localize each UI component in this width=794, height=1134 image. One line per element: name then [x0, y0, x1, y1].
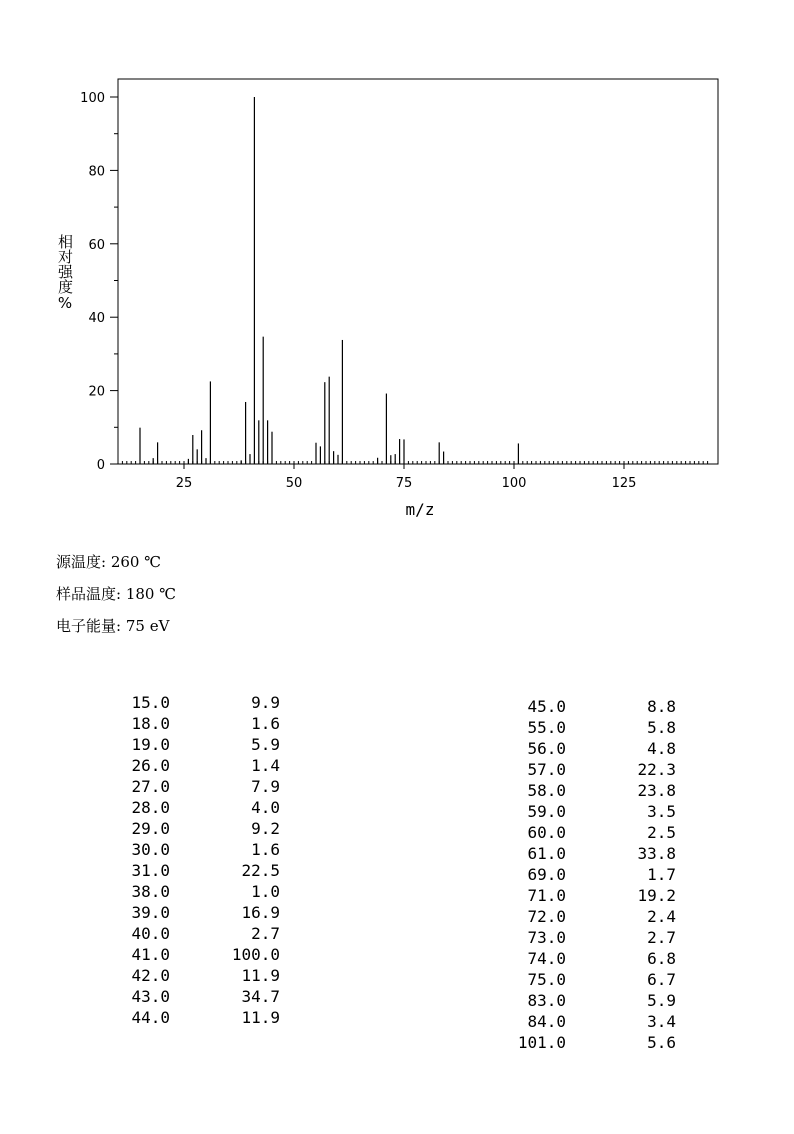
abundance-cell: 3.5	[647, 802, 676, 821]
table-row	[100, 734, 280, 755]
abundance-cell: 1.6	[251, 840, 280, 859]
abundance-cell: 23.8	[637, 781, 676, 800]
y-axis-label: 相对强度%	[56, 234, 74, 312]
mz-cell: 72.0	[527, 907, 566, 926]
table-row	[490, 780, 676, 801]
table-row	[100, 923, 280, 944]
table-row	[100, 755, 280, 776]
mz-cell: 56.0	[527, 739, 566, 758]
y-tick-label: 60	[88, 237, 105, 253]
mz-cell: 44.0	[131, 1008, 170, 1027]
mz-cell: 71.0	[527, 886, 566, 905]
mz-cell: 31.0	[131, 861, 170, 880]
abundance-cell: 1.0	[251, 882, 280, 901]
mz-cell: 41.0	[131, 945, 170, 964]
abundance-cell: 9.2	[251, 819, 280, 838]
mz-cell: 19.0	[131, 735, 170, 754]
mz-cell: 84.0	[527, 1012, 566, 1031]
y-tick-label: 20	[88, 384, 105, 400]
condition-row	[56, 582, 176, 614]
table-row	[100, 965, 280, 986]
condition-label: 源温度:	[56, 553, 107, 571]
condition-value: 180 ℃	[125, 585, 177, 603]
abundance-cell: 1.6	[251, 714, 280, 733]
abundance-cell: 22.5	[241, 861, 280, 880]
abundance-cell: 11.9	[241, 1008, 280, 1027]
mz-cell: 27.0	[131, 777, 170, 796]
x-tick-label: 75	[395, 476, 413, 491]
y-tick-label: 80	[88, 164, 105, 180]
mz-cell: 39.0	[131, 903, 170, 922]
mass-spectrum-chart	[0, 0, 794, 540]
table-row	[490, 927, 676, 948]
abundance-cell: 19.2	[637, 886, 676, 905]
mz-cell: 57.0	[527, 760, 566, 779]
abundance-cell: 16.9	[241, 903, 280, 922]
abundance-cell: 22.3	[637, 760, 676, 779]
mz-cell: 15.0	[131, 693, 170, 712]
mz-cell: 30.0	[131, 840, 170, 859]
table-row	[490, 822, 676, 843]
peak-table-left	[100, 692, 280, 1028]
x-axis-label: m/z	[405, 500, 435, 519]
x-tick-label: 125	[611, 476, 637, 491]
table-row	[100, 776, 280, 797]
mz-cell: 69.0	[527, 865, 566, 884]
table-row	[490, 990, 676, 1011]
abundance-cell: 3.4	[647, 1012, 676, 1031]
table-row	[100, 1007, 280, 1028]
mz-cell: 61.0	[527, 844, 566, 863]
condition-value: 75 eV	[125, 617, 170, 635]
table-row	[490, 1011, 676, 1032]
table-row	[490, 759, 676, 780]
abundance-cell: 2.7	[251, 924, 280, 943]
chart-svg	[0, 0, 794, 540]
mz-cell: 58.0	[527, 781, 566, 800]
mz-cell: 29.0	[131, 819, 170, 838]
table-row	[490, 1032, 676, 1053]
abundance-cell: 6.7	[647, 970, 676, 989]
table-row	[490, 969, 676, 990]
y-tick-label: 100	[80, 91, 105, 106]
table-row	[490, 738, 676, 759]
mz-cell: 60.0	[527, 823, 566, 842]
x-tick-label: 25	[175, 476, 193, 491]
abundance-cell: 11.9	[241, 966, 280, 985]
conditions-block	[56, 550, 176, 646]
condition-label: 样品温度:	[56, 585, 122, 603]
table-row	[490, 717, 676, 738]
mz-cell: 101.0	[517, 1033, 566, 1052]
abundance-cell: 5.6	[647, 1033, 676, 1052]
table-row	[100, 818, 280, 839]
abundance-cell: 7.9	[251, 777, 280, 796]
table-row	[490, 801, 676, 822]
mz-cell: 42.0	[131, 966, 170, 985]
abundance-cell: 2.5	[647, 823, 676, 842]
x-tick-label: 50	[285, 476, 303, 491]
abundance-cell: 2.7	[647, 928, 676, 947]
mz-cell: 75.0	[527, 970, 566, 989]
mz-cell: 40.0	[131, 924, 170, 943]
table-row	[100, 860, 280, 881]
mz-cell: 73.0	[527, 928, 566, 947]
abundance-cell: 1.7	[647, 865, 676, 884]
condition-row	[56, 614, 176, 646]
abundance-cell: 4.8	[647, 739, 676, 758]
table-row	[490, 696, 676, 717]
table-row	[100, 944, 280, 965]
abundance-cell: 100.0	[231, 945, 280, 964]
y-tick-label: 0	[96, 458, 105, 473]
abundance-cell: 5.8	[647, 718, 676, 737]
abundance-cell: 5.9	[251, 735, 280, 754]
plot-frame	[118, 79, 718, 464]
peak-table-right	[490, 696, 676, 1053]
condition-row	[56, 550, 176, 582]
mz-cell: 74.0	[527, 949, 566, 968]
abundance-cell: 2.4	[647, 907, 676, 926]
mz-cell: 26.0	[131, 756, 170, 775]
mz-cell: 38.0	[131, 882, 170, 901]
mz-cell: 28.0	[131, 798, 170, 817]
mz-cell: 55.0	[527, 718, 566, 737]
abundance-cell: 8.8	[647, 697, 676, 716]
abundance-cell: 4.0	[251, 798, 280, 817]
table-row	[490, 948, 676, 969]
mz-cell: 83.0	[527, 991, 566, 1010]
x-tick-label: 100	[501, 476, 527, 491]
table-row	[100, 839, 280, 860]
mz-cell: 45.0	[527, 697, 566, 716]
mz-cell: 59.0	[527, 802, 566, 821]
table-row	[100, 713, 280, 734]
abundance-cell: 5.9	[647, 991, 676, 1010]
abundance-cell: 1.4	[251, 756, 280, 775]
table-row	[490, 885, 676, 906]
condition-label: 电子能量:	[56, 617, 122, 635]
abundance-cell: 34.7	[241, 987, 280, 1006]
abundance-cell: 33.8	[637, 844, 676, 863]
table-row	[490, 864, 676, 885]
mz-cell: 18.0	[131, 714, 170, 733]
table-row	[100, 902, 280, 923]
y-tick-label: 40	[88, 311, 105, 327]
table-row	[490, 906, 676, 927]
table-row	[100, 986, 280, 1007]
table-row	[100, 881, 280, 902]
abundance-cell: 9.9	[251, 693, 280, 712]
condition-value: 260 ℃	[110, 553, 162, 571]
table-row	[100, 692, 280, 713]
table-row	[100, 797, 280, 818]
table-row	[490, 843, 676, 864]
mz-cell: 43.0	[131, 987, 170, 1006]
abundance-cell: 6.8	[647, 949, 676, 968]
